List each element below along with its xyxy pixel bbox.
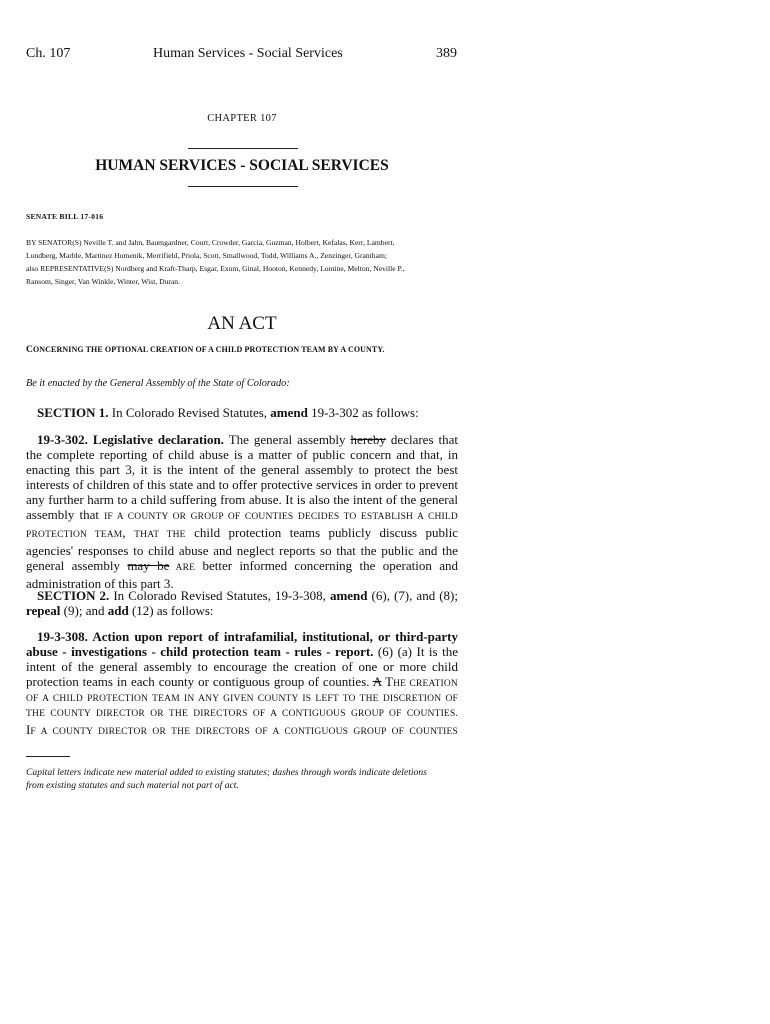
footnote-rule	[26, 756, 70, 757]
section-2	[26, 588, 458, 618]
statute-heading: 19-3-308. Action upon report of intrafamilial, institutional, or third-party	[37, 629, 458, 644]
sponsor-line: Ransom, Singer, Van Winkle, Winter, Wist, Duran.	[26, 277, 180, 287]
section-1-label: SECTION 1.	[37, 405, 109, 420]
sponsor-list	[26, 236, 458, 288]
subject-header: Human Services - Social Services	[153, 46, 343, 61]
statute-line: assembly that IF A COUNTY OR GROUP OF COUNTIES DECIDES TO ESTABLISH A CHILD	[26, 507, 458, 522]
statute-19-3-308	[26, 629, 458, 740]
statute-line: 19-3-302. Legislative declaration. The general assembly hereby declares that	[37, 432, 458, 447]
act-title: AN ACT	[207, 313, 277, 334]
amend-keyword: amend	[329, 588, 368, 603]
statute-line	[26, 629, 458, 644]
statute-line: agencies' responses to child abuse and neglect reports so that the public and the	[26, 543, 458, 558]
statute-heading: 19-3-302. Legislative declaration.	[37, 432, 224, 447]
deleted-text: hereby	[350, 432, 386, 447]
added-line: THE COUNTY DIRECTOR OR THE DIRECTORS OF A CONTIGUOUS GROUP OF COUNTIES.	[26, 709, 458, 719]
chapter-header: Ch. 107	[26, 46, 71, 61]
title-rule-top	[188, 148, 298, 149]
statute-heading: abuse - investigations - child protection team - rules - report.	[26, 644, 374, 659]
statute-line: abuse - investigations - child protection team - rules - report. (6) (a) It is the	[26, 644, 458, 659]
added-text: ARE	[169, 563, 196, 573]
statute-line: the complete reporting of child abuse is a matter of public concern and that, in	[26, 447, 458, 462]
statute-line: protection teams in each county or contiguous group of counties. A THE CREATION	[26, 674, 458, 689]
footnote-line: Capital letters indicate new material added to existing statutes; dashes through words indicate deletions	[26, 767, 427, 778]
section-1-line: SECTION 1. In Colorado Revised Statutes, amend 19-3-302 as follows:	[37, 405, 419, 420]
footnote	[26, 767, 458, 792]
section-2-line: repeal (9); and add (12) as follows:	[26, 603, 214, 618]
added-line: OF A CHILD PROTECTION TEAM IN ANY GIVEN COUNTY IS LEFT TO THE DISCRETION OF	[26, 694, 458, 704]
bill-number: SENATE BILL 17-016	[26, 212, 104, 221]
chapter-label: CHAPTER 107	[207, 113, 277, 124]
statute-line: PROTECTION TEAM, THAT THE child protection teams publicly discuss public	[26, 525, 459, 540]
sponsor-line: Lundberg, Marble, Martinez Humenik, Merrifield, Priola, Scott, Smallwood, Todd, Williams A., Zenzinger, Grantham;	[26, 251, 387, 261]
concerning-initial: C	[26, 345, 33, 355]
title-rule-bottom	[188, 186, 298, 187]
enacting-clause: Be it enacted by the General Assembly of the State of Colorado:	[26, 378, 290, 389]
page-number: 389	[436, 46, 457, 61]
added-text: THAT THE	[134, 530, 186, 540]
section-2-line: SECTION 2. In Colorado Revised Statutes, 19-3-308, amend (6), (7), and (8);	[37, 588, 458, 603]
sponsor-line: also REPRESENTATIVE(S) Nordberg and Kraft-Tharp, Esgar, Exum, Ginal, Hooton, Kennedy, Lontine, Melton, Neville P.,	[26, 264, 405, 274]
added-line: IF A COUNTY DIRECTOR OR THE DIRECTORS OF A CONTIGUOUS GROUP OF COUNTIES	[26, 722, 458, 737]
chapter-title: HUMAN SERVICES - SOCIAL SERVICES	[95, 157, 389, 174]
statute-line: interests of children of this state and to offer protective services in order to prevent	[26, 477, 458, 492]
deleted-text: may be	[127, 558, 170, 573]
deleted-text: A	[372, 674, 382, 689]
section-2-label: SECTION 2.	[37, 588, 110, 603]
added-text: HE CREATION	[393, 679, 458, 689]
add-keyword: add	[107, 603, 129, 618]
sponsor-line: BY SENATOR(S) Neville T. and Jahn, Baumgardner, Court, Crowder, Garcia, Guzman, Holbert, Kefalas, Kerr, Lambert,	[26, 238, 395, 247]
statute-line: any further harm to a child suffering from abuse. It is also the intent of the general	[26, 492, 458, 507]
statute-19-3-302	[26, 432, 458, 591]
statute-line: intent of the general assembly to encourage the creation of one or more child	[26, 659, 458, 674]
concerning-clause	[26, 345, 385, 355]
statute-line: administration of this part 3.	[26, 576, 174, 591]
footnote-line: from existing statutes and such material not part of act.	[26, 779, 239, 791]
statute-line: general assembly may be ARE better informed concerning the operation and	[26, 558, 458, 573]
repeal-keyword: repeal	[26, 603, 61, 618]
statute-line: enacting this part 3, it is the intent of the general assembly to protect the best	[26, 462, 458, 477]
added-text: PROTECTION TEAM	[26, 530, 123, 540]
amend-keyword: amend	[270, 405, 308, 420]
concerning-text: ONCERNING THE OPTIONAL CREATION OF A CHILD PROTECTION TEAM BY A COUNTY.	[32, 345, 385, 354]
section-1	[26, 405, 458, 420]
added-text: IF A COUNTY OR GROUP OF COUNTIES DECIDES TO ESTABLISH A CHILD	[104, 512, 458, 522]
